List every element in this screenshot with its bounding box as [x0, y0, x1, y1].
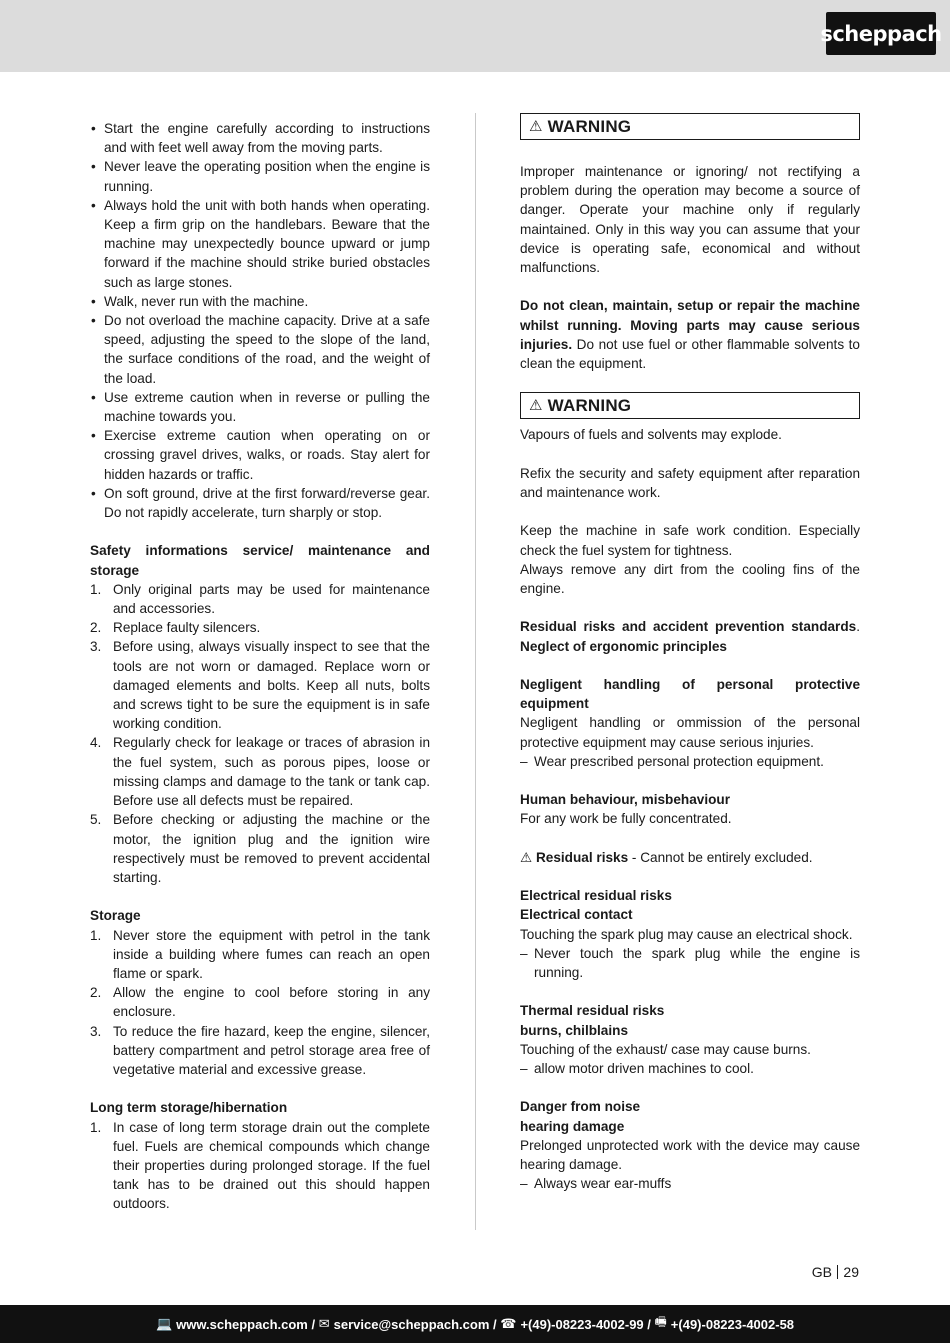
warning-label: WARNING [547, 116, 632, 136]
left-column [90, 119, 430, 1214]
warning-triangle-icon: ⚠ [529, 117, 543, 135]
ppe-dash-list [520, 752, 860, 771]
thermal-heading: Thermal residual risks [520, 1003, 665, 1019]
warning-box [520, 113, 860, 140]
list-item: – Never touch the spark plug while the engine is running. [520, 945, 860, 980]
vapours-paragraph: Vapours of fuels and solvents may explode. [520, 427, 782, 443]
footer-bar [0, 1305, 950, 1343]
footer-email[interactable]: service@scheppach.com / [333, 1316, 497, 1332]
list-item: 5. Before checking or adjusting the machine or the motor, the ignition plug and the ignition wire respectively must be removed to prevent accidental starting. [90, 812, 430, 885]
fax-icon: 🖷 [654, 1314, 667, 1329]
thermal-dash-list [520, 1059, 860, 1078]
warning-box [520, 392, 860, 419]
storage-list [90, 926, 430, 1080]
keep-machine-paragraph: Keep the machine in safe work condition. Especially check the fuel system for tightness. [520, 523, 860, 558]
list-item: 2. Allow the engine to cool before storing in any enclosure. [90, 985, 430, 1020]
right-column [520, 113, 860, 1193]
top-header-bar [0, 0, 950, 72]
list-item: 1. In case of long term storage drain out the complete fuel. Fuels are chemical compounds which change their properties during prolonged storage. If the fuel tank has to be drained out this should happen outdoors. [90, 1119, 430, 1212]
list-item: 4. Regularly check for leakage or traces of abrasion in the fuel system, such as porous pipes, loose or missing clamps and damage to the tank or tank cap. Before use all defects must be repaired. [90, 735, 430, 809]
footer-phone: +(49)-08223-4002-99 / [520, 1316, 651, 1332]
electrical-heading: Electrical residual risks [520, 888, 672, 904]
list-item: • Always hold the unit with both hands when operating. Keep a firm grip on the handlebars. Beware that the machine may unexpectedly bounce upward or jump forward if the machine should strike buried obstacles such as large stones. [90, 196, 430, 292]
running-paragraph: Do not clean, maintain, setup or repair the machine whilst running. Moving parts may cause serious injuries. Do not use fuel or other flammable solvents to clean the equipment. [520, 298, 860, 372]
remove-dirt-paragraph: Always remove any dirt from the cooling fins of the engine. [520, 561, 860, 596]
ppe-heading: Negligent handling of personal protective equipment [520, 676, 860, 712]
behaviour-heading: Human behaviour, misbehaviour [520, 792, 730, 808]
phone-icon: ☎ [500, 1316, 517, 1331]
list-item: • Use extreme caution when in reverse or pulling the machine towards you. [90, 388, 430, 426]
warning-triangle-icon: ⚠ [520, 849, 533, 865]
list-item: 1. Only original parts may be used for maintenance and accessories. [90, 581, 430, 617]
footer-website[interactable]: www.scheppach.com / [176, 1316, 316, 1332]
footer-fax: +(49)-08223-4002-58 [670, 1316, 795, 1332]
list-item: • Start the engine carefully according to instructions and with feet well away from the moving parts. [90, 119, 430, 157]
noise-subheading: hearing damage [520, 1118, 625, 1134]
noise-dash-list [520, 1174, 860, 1193]
page-number-divider [837, 1265, 839, 1279]
list-item: • Never leave the operating position when the engine is running. [90, 157, 430, 195]
list-item: 1. Never store the equipment with petrol in the tank inside a building where fumes can reach an open flame or spark. [90, 927, 430, 981]
maintenance-paragraph: Improper maintenance or ignoring/ not rectifying a problem during the operation may become a source of danger. Operate your machine only if regularly maintained. Only in this way you can assume that your device is operating safe, economical and without malfunctions. [520, 164, 860, 276]
operation-safety-list [90, 119, 430, 522]
email-icon: ✉ [318, 1316, 330, 1331]
warning-triangle-icon: ⚠ [529, 397, 543, 415]
list-item: – allow motor driven machines to cool. [520, 1060, 754, 1076]
noise-heading: Danger from noise [520, 1099, 641, 1115]
service-heading: Safety informations service/ maintenance and storage [90, 543, 430, 578]
electrical-dash-list [520, 944, 860, 982]
list-item: • Do not overload the machine capacity. Drive at a safe speed, adjusting the speed to the slope of the land, the surface conditions of the road, and the weight of the load. [90, 311, 430, 388]
refix-paragraph: Refix the security and safety equipment after reparation and maintenance work. [520, 465, 860, 500]
page-number [812, 1264, 859, 1280]
list-item: • On soft ground, drive at the first forward/reverse gear. Do not rapidly accelerate, turn sharply or stop. [90, 484, 430, 522]
storage-heading: Storage [90, 908, 141, 924]
longterm-storage-list [90, 1118, 430, 1214]
thermal-paragraph: Touching of the exhaust/ case may cause burns. [520, 1041, 811, 1057]
noise-paragraph: Prelonged unprotected work with the device may cause hearing damage. [520, 1137, 860, 1172]
page-language: GB [811, 1264, 832, 1280]
warning-label: WARNING [547, 396, 632, 416]
list-item: 2. Replace faulty silencers. [90, 620, 261, 636]
thermal-subheading: burns, chilblains [520, 1022, 629, 1038]
computer-icon: 💻 [155, 1316, 173, 1331]
electrical-subheading: Electrical contact [520, 907, 633, 923]
list-item: – Wear prescribed personal protection equipment. [520, 753, 824, 769]
page-number-value: 29 [843, 1264, 859, 1280]
column-divider [475, 113, 476, 1230]
list-item: • Walk, never run with the machine. [90, 292, 430, 311]
ppe-paragraph: Negligent handling or ommission of the personal protective equipment may cause serious injuries. [520, 715, 860, 750]
list-item: • Exercise extreme caution when operating on or crossing gravel drives, walks, or roads. Stay alert for hidden hazards or traffic. [90, 426, 430, 484]
service-list [90, 580, 430, 887]
list-item: – Always wear ear-muffs [520, 1176, 672, 1192]
residual-risks-heading: Residual risks and accident prevention standards. Neglect of ergonomic principles [520, 619, 860, 654]
behaviour-paragraph: For any work be fully concentrated. [520, 811, 732, 827]
scheppach-logo: scheppach [826, 12, 936, 55]
electrical-paragraph: Touching the spark plug may cause an electrical shock. [520, 926, 853, 942]
residual-risks-note: ⚠ Residual risks - Cannot be entirely excluded. [520, 849, 813, 865]
longterm-storage-heading: Long term storage/hibernation [90, 1100, 288, 1116]
list-item: 3. Before using, always visually inspect to see that the tools are not worn or damaged. Replace worn or damaged elements and bolts. Keep all nuts, bolts and screws tight to be sure the equipment is in safe working condition. [90, 639, 430, 732]
list-item: 3. To reduce the fire hazard, keep the engine, silencer, battery compartment and petrol storage area free of vegetative material and excessive grease. [90, 1023, 430, 1077]
